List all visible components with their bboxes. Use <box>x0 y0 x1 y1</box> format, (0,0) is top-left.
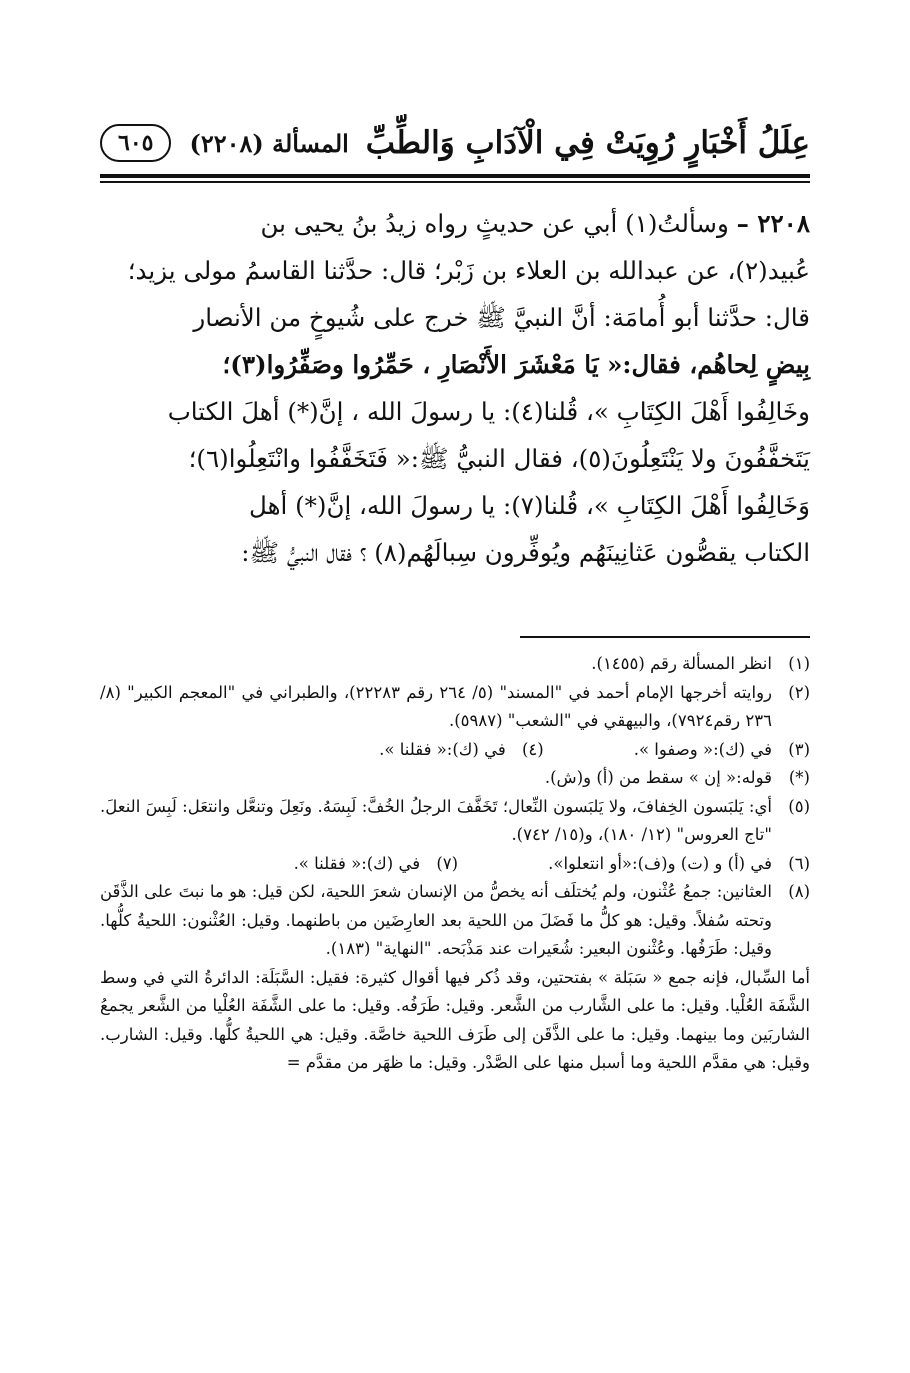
footnote-mark: (٥) <box>788 796 810 816</box>
main-line-8: الكتاب يقصُّون عَثانِينَهُم ويُوفِّرون سِبالَهُم(٨) ؟ فقال النبيُّ ﷺ: <box>241 538 810 567</box>
book-title: عِلَلُ أَخْبَارٍ رُوِيَتْ فِي الْآدَابِ وَالطِّبِّ <box>365 125 810 161</box>
footnote-8 <box>100 878 810 964</box>
footnote-6 <box>548 850 810 879</box>
main-line-3: قال: حدَّثنا أبو أُمامَة: أنَّ النبيَّ ﷺ خرج على شُيوخٍ من الأنصار <box>193 303 810 332</box>
footnote-text: العثانين: جمعُ عُثْنون، ولم يُختلَف أنه يخصُّ من الإنسان شعرَ اللحية، لكن قيل: هو ما نبتَ على الذَّقَن وتحته سُفلاً. وقيل: هو كلُّ ما فَضَلَ من اللحية بعد العارِضَين من باطنهما. وقيل: العُثْنون: اللحيةُ كلُّها. وقيل: طَرَفُها. وعُثْنون البعير: شُعَيرات عند مَذْبَحه. "النهاية" (١٨٣). <box>100 882 772 958</box>
main-line-1 <box>100 200 810 247</box>
footnote-1 <box>100 650 810 679</box>
footnote-text: روايته أخرجها الإمام أحمد في "المسند" (٥/ ٢٦٤ رقم ٢٢٢٨٣)، والطبراني في "المعجم الكبير" (٨/ ٢٣٦ رقم٧٩٢٤)، والبيهقي في "الشعب" (٥٩٨٧). <box>100 682 773 730</box>
footnote-4 <box>379 736 544 765</box>
footnote-text: قوله:« إن » سقط من (أ) و(ش). <box>544 768 772 787</box>
footnote-separator <box>520 636 810 638</box>
header-rule-thick <box>100 174 810 178</box>
issue-label: المسألة (٢٢٠٨) <box>189 128 349 158</box>
footnote-3 <box>634 736 810 765</box>
footnote-mark: (٨) <box>788 882 810 901</box>
footnote-text: في (أ) و (ت) و(ف):«أو انتعلوا». <box>548 853 772 873</box>
footnote-mark: (٧) <box>436 853 459 873</box>
footnote-text: انظر المسألة رقم (١٤٥٥). <box>591 654 772 673</box>
footnote-8-continuation: أما السِّبال، فإنه جمع « سَبَلة » بفتحتين، وقد ذُكر فيها أقوال كثيرة: فقيل: السَّبَلَة: الدائرةُ التي في وسط الشَّفَة العُلْيا. وقيل: ما على الشَّارب من الشَّعر. وقيل: طَرَفُه. وقيل: ما على الشَّفَة العُلْيا من الشَّعر يجمعُ الشاربَين وما بينهما. وقيل: ما على الذَّقَن إلى طَرَف اللحية خاصَّة. وقيل: هي اللحيةُ كلُّها. وقيل: الشارب. وقيل: هي مقدَّم اللحية وما أسبل منها على الصَّدْر. وقيل: ما ظهَر من مقدَّم = <box>100 967 810 1072</box>
footnote-mark: (١) <box>788 654 810 673</box>
footnote-5 <box>100 793 810 850</box>
issue-number: ٢٢٠٨ – <box>736 209 810 238</box>
footnote-mark: (٦) <box>788 853 810 873</box>
footnote-text: أي: يَلبَسون الخِفافَ، ولا يَلبَسون النِّعال؛ تَخَفَّفَ الرجلُ الخُفَّ: لَبِسَهُ. ونَعِلَ وتنعَّل وانتعَل: لَبِسَ النعلَ. "تاج العروس" (١٢/ ١٨٠)، و(١٥/ ٧٤٢). <box>100 796 772 844</box>
page-number: ٦٠٥ <box>100 124 171 162</box>
footnote-row-3-4 <box>100 736 810 765</box>
footnote-7 <box>294 850 459 879</box>
footnote-text: في (ك):« وصفوا ». <box>633 739 772 759</box>
footnote-row-6-7 <box>100 850 810 879</box>
main-line-1-text: وسألتُ(١) أبي عن حديثٍ رواه زيدُ بنُ يحيى بن <box>260 209 729 238</box>
footnote-mark: (*) <box>788 768 810 787</box>
header-left-group <box>100 124 349 162</box>
header-rule-thin <box>100 181 810 183</box>
main-line-4: بِيضٍ لِحاهُم، فقال:« يَا مَعْشَرَ الأَنْصَارِ ، حَمِّرُوا وصَفِّرُوا(٣)؛ <box>222 350 810 379</box>
footnote-text: في (ك):« فقلنا ». <box>293 853 421 873</box>
footnote-mark: (٢) <box>788 682 810 702</box>
main-line-2: عُبيد(٢)، عن عبدالله بن العلاء بن زَبْر؛ قال: حدَّثنا القاسمُ مولى يزيد؛ <box>127 256 810 285</box>
footnotes <box>100 650 810 1078</box>
footnote-mark: (٣) <box>788 739 810 759</box>
running-header <box>100 118 810 168</box>
footnote-star <box>100 764 810 793</box>
main-line-5: وخَالِفُوا أَهْلَ الكِتَابِ »، قُلنا(٤): يا رسولَ الله ، إنَّ(*) أهلَ الكتاب <box>167 397 810 426</box>
footnote-2 <box>100 679 810 736</box>
main-text <box>100 200 810 576</box>
footnote-text: في (ك):« فقلنا ». <box>379 739 506 759</box>
main-line-7: وَخَالِفُوا أَهْلَ الكِتَابِ »، قُلنا(٧): يا رسولَ الله، إنَّ(*) أهل <box>249 491 810 520</box>
main-line-6: يَتَخفَّفُونَ ولا يَنْتَعِلُونَ(٥)، فقال النبيُّ ﷺ:« فَتَخَفَّفُوا وانْتَعِلُوا(٦)؛ <box>188 444 810 473</box>
footnote-mark: (٤) <box>521 739 544 759</box>
